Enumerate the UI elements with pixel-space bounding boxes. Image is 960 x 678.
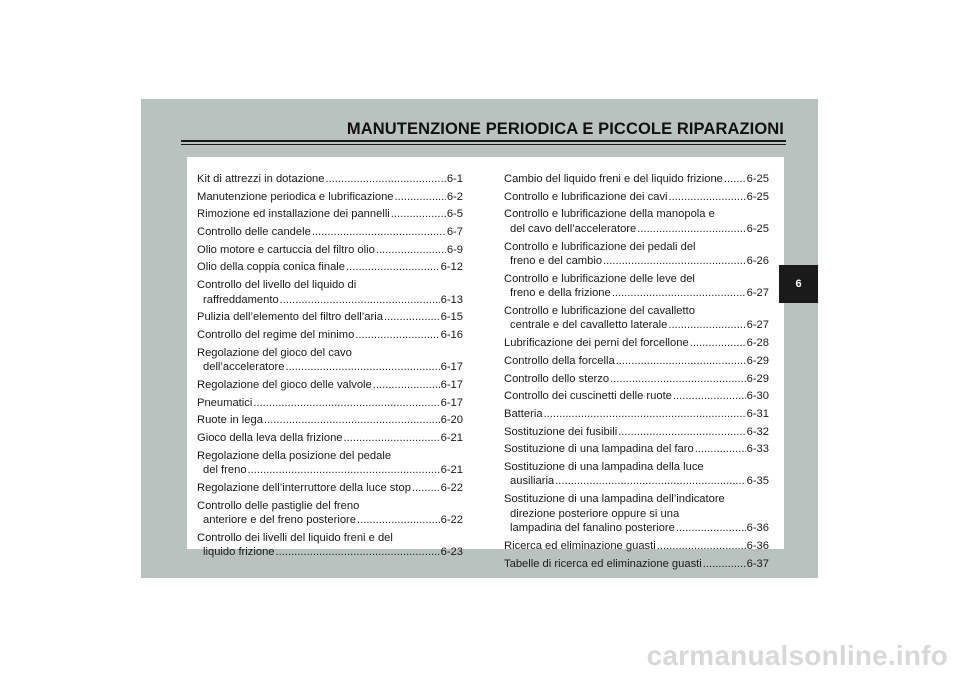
toc-leader-dots <box>248 463 440 478</box>
toc-entry-text: Controllo e lubrificazione delle leve del <box>504 272 695 285</box>
toc-leader-dots <box>668 318 745 333</box>
toc-entry-line <box>197 378 463 393</box>
toc-page-number: 6-9 <box>446 243 463 256</box>
toc-page-number: 6-35 <box>746 475 769 488</box>
toc-entry-line <box>197 360 463 375</box>
toc-entry-text: Pneumatici <box>197 396 253 409</box>
watermark: carmanualsonline.info <box>646 640 948 671</box>
toc-page-number: 6-31 <box>746 407 769 420</box>
toc-entry-text: liquido frizione <box>203 546 275 559</box>
toc-page-number: 6-30 <box>746 390 769 403</box>
toc-leader-dots <box>618 425 745 440</box>
toc-entry-text: Sostituzione di una lampadina della luce <box>504 460 704 473</box>
toc-entry-text: Controllo dei cuscinetti delle ruote <box>504 390 672 403</box>
toc-page-number: 6-15 <box>440 311 463 324</box>
toc-entry-text: Regolazione della posizione del pedale <box>197 449 392 462</box>
toc-leader-dots <box>276 545 440 560</box>
toc-entry-line <box>197 481 463 496</box>
toc-entry-text: direzione posteriore oppure si una <box>510 507 680 520</box>
toc-entry-line <box>504 272 769 287</box>
toc-leader-dots <box>724 172 746 187</box>
toc-entry[interactable] <box>197 396 463 411</box>
toc-leader-dots <box>264 413 440 428</box>
toc-entry[interactable] <box>197 346 463 375</box>
toc-entry[interactable] <box>197 310 463 325</box>
toc-leader-dots <box>391 207 446 222</box>
toc-entry-line <box>197 293 463 308</box>
toc-page-number: 6-33 <box>746 443 769 456</box>
toc-leader-dots <box>673 389 746 404</box>
toc-entry-line <box>197 396 463 411</box>
toc-entry-line <box>504 286 769 301</box>
toc-entry-line <box>197 260 463 275</box>
toc-leader-dots <box>373 378 440 393</box>
toc-entry-line <box>504 407 769 422</box>
toc-entry-line <box>197 499 463 514</box>
toc-entry-text: Rimozione ed installazione dei pannelli <box>197 208 390 221</box>
toc-entry-text: Controllo delle pastiglie del freno <box>197 499 360 512</box>
toc-entry-text: freno e della frizione <box>510 287 611 300</box>
toc-entry[interactable] <box>504 207 769 236</box>
toc-entry-line <box>197 243 463 258</box>
toc-entry[interactable] <box>504 407 769 422</box>
toc-entry-text: Controllo e lubrificazione dei cavi <box>504 190 668 203</box>
toc-entry-line <box>197 172 463 187</box>
toc-entry-line <box>197 531 463 546</box>
toc-page-number: 6-29 <box>746 372 769 385</box>
toc-leader-dots <box>695 442 746 457</box>
toc-entry-line <box>197 463 463 478</box>
toc-entry-line <box>504 507 769 522</box>
toc-entry-text: Ricerca ed eliminazione guasti <box>504 539 656 552</box>
toc-entry[interactable] <box>504 425 769 440</box>
toc-entry-text: raffreddamento <box>203 293 279 306</box>
toc-page-number: 6-27 <box>746 319 769 332</box>
toc-entry[interactable] <box>197 260 463 275</box>
toc-entry-line <box>504 336 769 351</box>
toc-page-number: 6-32 <box>746 425 769 438</box>
toc-entry-text: Tabelle di ricerca ed eliminazione guasti <box>504 557 702 570</box>
toc-entry-text: anteriore e del freno posteriore <box>203 514 356 526</box>
toc-page-number: 6-22 <box>440 481 463 494</box>
toc-entry-text: Controllo del regime del minimo <box>197 329 355 341</box>
toc-entry[interactable] <box>504 354 769 369</box>
toc-entry-line <box>504 539 769 554</box>
toc-entry-text: Regolazione del gioco delle valvole <box>197 378 372 391</box>
toc-leader-dots <box>603 254 746 269</box>
toc-leader-dots <box>703 557 746 572</box>
toc-leader-dots <box>280 293 440 308</box>
chapter-tab-label: 6 <box>795 278 802 290</box>
toc-entry[interactable] <box>504 539 769 554</box>
toc-entry[interactable] <box>197 190 463 205</box>
toc-entry-line <box>504 557 769 572</box>
toc-entry-text: Controllo e lubrificazione della manopola e <box>504 208 715 221</box>
toc-entry[interactable] <box>504 389 769 404</box>
toc-page-number: 6-37 <box>746 557 769 570</box>
toc-page-number: 6-27 <box>746 287 769 300</box>
toc-page-number: 6-21 <box>440 431 463 444</box>
toc-entry[interactable] <box>197 225 463 240</box>
toc-entry-text: centrale e del cavalletto laterale <box>510 319 668 332</box>
toc-entry-text: Regolazione del gioco del cavo <box>197 346 352 359</box>
toc-page-number: 6-1 <box>446 173 463 185</box>
toc-entry-line <box>504 254 769 269</box>
toc-entry-text: freno e del cambio <box>510 255 603 268</box>
toc-entry[interactable] <box>197 243 463 258</box>
toc-entry-text: Regolazione dell’interruttore della luce stop <box>197 481 411 494</box>
toc-entry-text: Manutenzione periodica e lubrificazione <box>197 190 394 203</box>
toc-entry-text: del cavo dell’acceleratore <box>510 222 637 235</box>
toc-leader-dots <box>637 222 745 237</box>
toc-leader-dots <box>544 407 746 422</box>
toc-leader-dots <box>610 372 746 387</box>
toc-leader-dots <box>555 474 745 489</box>
toc-entry-line <box>504 460 769 475</box>
toc-entry-line <box>197 278 463 293</box>
page-title: MANUTENZIONE PERIODICA E PICCOLE RIPARAZIONI <box>346 120 784 138</box>
toc-entry[interactable] <box>504 272 769 301</box>
toc-leader-dots <box>676 521 746 536</box>
toc-entry[interactable] <box>504 240 769 269</box>
toc-entry-line <box>197 310 463 325</box>
chapter-tab[interactable] <box>779 265 818 303</box>
toc-entry[interactable] <box>504 336 769 351</box>
toc-entry-line <box>504 222 769 237</box>
toc-entry-line <box>197 513 463 528</box>
toc-entry[interactable] <box>197 378 463 393</box>
toc-entry-text: Sostituzione di una lampadina dell’indicatore <box>504 493 725 506</box>
toc-page-number: 6-17 <box>440 396 463 409</box>
title-rule-thin <box>181 144 786 145</box>
toc-entry[interactable] <box>197 278 463 307</box>
toc-page-number: 6-12 <box>440 261 463 274</box>
toc-entry-text: Controllo dello sterzo <box>504 372 610 385</box>
toc-entry-text: Controllo dei livelli del liquido freni e del <box>197 531 393 544</box>
toc-leader-dots <box>384 310 440 325</box>
toc-column-left <box>197 172 463 563</box>
toc-leader-dots <box>357 513 440 528</box>
toc-entry-text: Controllo e lubrificazione del cavalletto <box>504 304 695 317</box>
toc-leader-dots <box>412 481 440 496</box>
toc-entry[interactable] <box>197 413 463 428</box>
toc-leader-dots <box>690 336 746 351</box>
toc-entry[interactable] <box>197 328 463 343</box>
toc-page-number: 6-25 <box>746 190 769 203</box>
toc-page-number: 6-13 <box>440 293 463 306</box>
toc-entry[interactable] <box>197 481 463 496</box>
toc-entry-text: Batteria <box>504 407 543 420</box>
title-rule-thick <box>181 140 786 142</box>
toc-entry[interactable] <box>197 449 463 478</box>
toc-entry[interactable] <box>504 304 769 333</box>
toc-page-number: 6-26 <box>746 255 769 268</box>
toc-entry-line <box>504 425 769 440</box>
toc-page-number: 6-5 <box>446 208 463 221</box>
toc-leader-dots <box>344 431 440 446</box>
toc-entry-text: ausiliaria <box>510 475 555 488</box>
toc-entry[interactable] <box>197 431 463 446</box>
toc-entry[interactable] <box>504 172 769 187</box>
toc-entry-text: Kit di attrezzi in dotazione <box>197 173 325 185</box>
toc-entry-text: Controllo del livello del liquido di <box>197 279 357 292</box>
toc-entry[interactable] <box>197 531 463 560</box>
toc-entry-line <box>504 240 769 255</box>
toc-entry[interactable] <box>504 442 769 457</box>
toc-entry[interactable] <box>504 460 769 489</box>
toc-entry-line <box>504 304 769 319</box>
toc-page-number: 6-17 <box>440 361 463 374</box>
toc-entry-line <box>504 474 769 489</box>
toc-entry-line <box>197 413 463 428</box>
toc-page-number: 6-21 <box>440 464 463 477</box>
toc-entry[interactable] <box>504 492 769 536</box>
toc-entry-text: Ruote in lega <box>197 414 263 427</box>
toc-entry-line <box>197 545 463 560</box>
toc-entry-line <box>504 389 769 404</box>
toc-entry-line <box>197 225 463 240</box>
toc-entry-text: Sostituzione di una lampadina del faro <box>504 443 694 456</box>
toc-entry-text: Olio della coppia conica finale <box>197 261 346 274</box>
toc-page-number: 6-28 <box>746 337 769 350</box>
toc-leader-dots <box>285 360 439 375</box>
toc-entry-line <box>504 442 769 457</box>
toc-page-number: 6-25 <box>746 173 769 185</box>
toc-entry-text: dell’acceleratore <box>203 361 285 374</box>
toc-entry-line <box>197 190 463 205</box>
toc-entry-line <box>504 372 769 387</box>
toc-entry-text: Olio motore e cartuccia del filtro olio <box>197 243 375 256</box>
toc-entry-text: Cambio del liquido freni e del liquido frizione <box>504 173 723 185</box>
toc-entry-line <box>504 207 769 222</box>
toc-entry-text: Gioco della leva della frizione <box>197 431 343 444</box>
toc-page-number: 6-17 <box>440 378 463 391</box>
toc-entry[interactable] <box>197 499 463 528</box>
toc-page-number: 6-2 <box>446 190 463 203</box>
toc-entry-line <box>197 328 463 343</box>
toc-entry-line <box>504 354 769 369</box>
toc-leader-dots <box>346 260 440 275</box>
toc-entry-line <box>504 318 769 333</box>
toc-entry[interactable] <box>197 207 463 222</box>
toc-leader-dots <box>657 539 746 554</box>
toc-leader-dots <box>376 243 446 258</box>
toc-leader-dots <box>325 172 445 187</box>
toc-page-number: 6-7 <box>446 226 463 239</box>
toc-entry-text: Controllo e lubrificazione dei pedali del <box>504 240 696 253</box>
toc-entry-line <box>197 207 463 222</box>
toc-leader-dots <box>395 190 446 205</box>
page-header <box>181 116 786 146</box>
toc-leader-dots <box>253 396 439 411</box>
toc-entry-text: del freno <box>203 464 247 477</box>
toc-entry-line <box>197 431 463 446</box>
toc-column-right <box>504 172 769 574</box>
toc-leader-dots <box>669 190 746 205</box>
toc-entry-text: lampadina del fanalino posteriore <box>510 522 675 535</box>
toc-page-number: 6-22 <box>440 514 463 526</box>
toc-entry-text: Sostituzione dei fusibili <box>504 425 618 438</box>
toc-entry-line <box>504 190 769 205</box>
toc-entry-text: Lubrificazione dei perni del forcellone <box>504 337 689 350</box>
toc-page-number: 6-20 <box>440 414 463 427</box>
toc-entry-line <box>197 346 463 361</box>
toc-leader-dots <box>355 328 439 343</box>
toc-page-number: 6-36 <box>746 522 769 535</box>
toc-entry[interactable] <box>197 172 463 187</box>
toc-page-number: 6-25 <box>746 222 769 235</box>
toc-entry[interactable] <box>504 372 769 387</box>
toc-entry-text: Controllo delle candele <box>197 226 311 239</box>
toc-leader-dots <box>616 354 746 369</box>
toc-leader-dots <box>612 286 746 301</box>
toc-entry-text: Pulizia dell’elemento del filtro dell’aria <box>197 311 383 324</box>
toc-entry[interactable] <box>504 557 769 572</box>
toc-page-number: 6-36 <box>746 539 769 552</box>
toc-page-number: 6-29 <box>746 354 769 367</box>
toc-page-number: 6-23 <box>440 546 463 559</box>
toc-entry-line <box>504 492 769 507</box>
toc-entry[interactable] <box>504 190 769 205</box>
toc-entry-text: Controllo della forcella <box>504 354 615 367</box>
table-of-contents <box>187 157 784 570</box>
toc-entry-line <box>504 521 769 536</box>
toc-entry-line <box>504 172 769 187</box>
toc-leader-dots <box>312 225 446 240</box>
toc-entry-line <box>197 449 463 464</box>
toc-page-number: 6-16 <box>440 329 463 341</box>
